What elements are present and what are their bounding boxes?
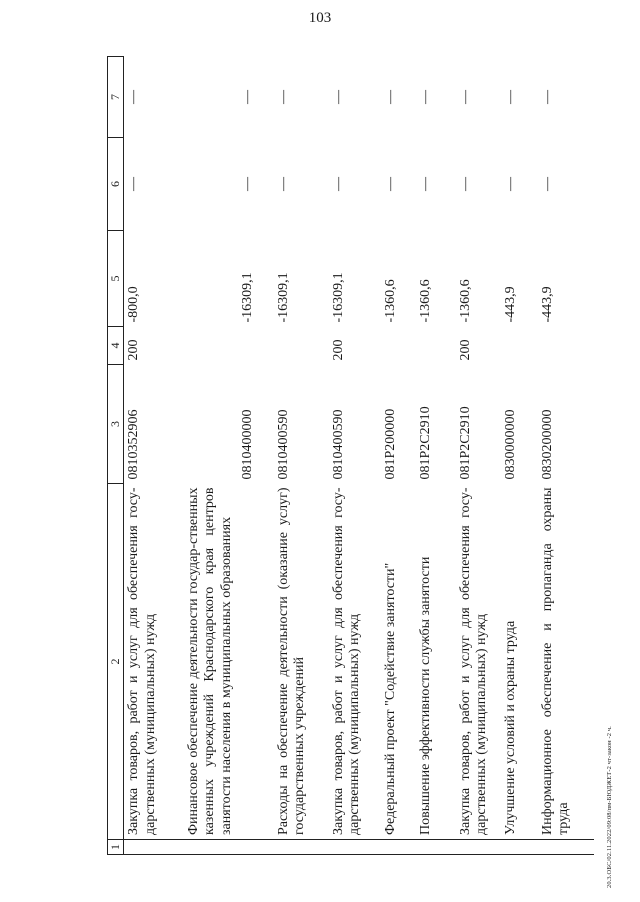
row-col6-dash: — bbox=[417, 177, 433, 191]
row-col7-dash: — bbox=[126, 90, 141, 104]
table-row bbox=[456, 57, 501, 855]
row-type bbox=[538, 327, 594, 365]
header-col-1: 1 bbox=[108, 840, 124, 855]
row-type: 200 bbox=[330, 339, 346, 361]
row-name: Закупка товаров, работ и услуг для обеспечения госу-дарственных (муниципальных) нужд bbox=[126, 487, 158, 835]
row-col7-dash: — bbox=[539, 90, 555, 104]
table-row bbox=[381, 57, 416, 855]
header-col-7: 7 bbox=[108, 57, 124, 138]
row-amount: -443,9 bbox=[502, 286, 518, 323]
row-col6-dash: — bbox=[330, 177, 346, 191]
row-amount: -16309,1 bbox=[330, 272, 346, 323]
table-row bbox=[538, 57, 594, 855]
row-col7-dash: — bbox=[457, 90, 473, 104]
row-name: Улучшение условий и охраны труда bbox=[502, 620, 518, 835]
row-code: 0830200000 bbox=[539, 409, 555, 480]
row-col6-dash: — bbox=[539, 177, 555, 191]
row-col6-dash: — bbox=[126, 177, 141, 191]
row-col7-dash: — bbox=[330, 90, 346, 104]
row-name: Повышение эффективности службы занятости bbox=[417, 556, 433, 835]
header-row bbox=[108, 57, 124, 855]
table-row bbox=[184, 57, 274, 855]
row-code: 0810352906 bbox=[126, 409, 141, 480]
table-row bbox=[501, 57, 538, 855]
row-type bbox=[381, 327, 416, 365]
table-row bbox=[416, 57, 456, 855]
row-type: 200 bbox=[126, 339, 141, 361]
row-col7-dash: — bbox=[382, 90, 398, 104]
header-col-5: 5 bbox=[108, 231, 124, 327]
row-col7-dash: — bbox=[239, 90, 255, 104]
header-col-2: 2 bbox=[108, 484, 124, 840]
header-col-4: 4 bbox=[108, 327, 124, 365]
row-amount: -800,0 bbox=[126, 286, 141, 323]
row-col7-dash: — bbox=[275, 90, 291, 104]
row-amount: -1360,6 bbox=[382, 279, 398, 323]
row-type bbox=[501, 327, 538, 365]
row-name: Федеральный проект "Содействие занятости" bbox=[382, 562, 398, 835]
row-col7-dash: — bbox=[417, 90, 433, 104]
row-amount: -1360,6 bbox=[457, 279, 473, 323]
row-code: 0810400590 bbox=[275, 409, 291, 480]
row-code: 0810400590 bbox=[330, 409, 346, 480]
row-col6-dash: — bbox=[457, 177, 473, 191]
row-type bbox=[274, 327, 329, 365]
row-code: 081Р2С2910 bbox=[457, 406, 473, 480]
row-code: 0830000000 bbox=[502, 409, 518, 480]
table-row bbox=[124, 57, 184, 855]
row-amount: -1360,6 bbox=[417, 279, 433, 323]
row-type bbox=[416, 327, 456, 365]
row-code: 081Р200000 bbox=[382, 408, 398, 480]
table-row bbox=[329, 57, 381, 855]
header-col-6: 6 bbox=[108, 138, 124, 231]
row-type bbox=[184, 327, 274, 365]
footer-document-code: 20.3.ОБС/02.11.2022/09:08/пм-БЮДЖЕТ-2 чт-закон -2 ч. bbox=[606, 726, 613, 888]
page-number: 103 bbox=[308, 10, 332, 26]
row-amount: -16309,1 bbox=[239, 272, 255, 323]
row-name: Закупка товаров, работ и услуг для обеспечения госу-дарственных (муниципальных) нужд bbox=[457, 487, 490, 835]
row-name: Закупка товаров, работ и услуг для обеспечения госу-дарственных (муниципальных) нужд bbox=[330, 487, 363, 835]
row-name: Расходы на обеспечение деятельности (оказание услуг) государственных учреждений bbox=[275, 487, 308, 835]
header-col-3: 3 bbox=[108, 365, 124, 484]
row-col6-dash: — bbox=[382, 177, 398, 191]
row-type: 200 bbox=[457, 339, 473, 361]
table-row bbox=[274, 57, 329, 855]
row-code: 081Р2С2910 bbox=[417, 406, 433, 480]
row-name: Финансовое обеспечение деятельности государ-ственных казенных учреждений Краснодарского края центров занятости населения в муниципальных образованиях bbox=[185, 487, 234, 835]
row-code: 0810400000 bbox=[239, 409, 255, 480]
row-amount: -16309,1 bbox=[275, 272, 291, 323]
row-col6-dash: — bbox=[239, 177, 255, 191]
row-amount: -443,9 bbox=[539, 286, 555, 323]
row-col6-dash: — bbox=[502, 177, 518, 191]
row-name: Информационное обеспечение и пропаганда охраны труда bbox=[539, 487, 572, 835]
row-col7-dash: — bbox=[502, 90, 518, 104]
budget-table bbox=[107, 56, 594, 855]
budget-table-rotated bbox=[107, 57, 617, 855]
row-col6-dash: — bbox=[275, 177, 291, 191]
